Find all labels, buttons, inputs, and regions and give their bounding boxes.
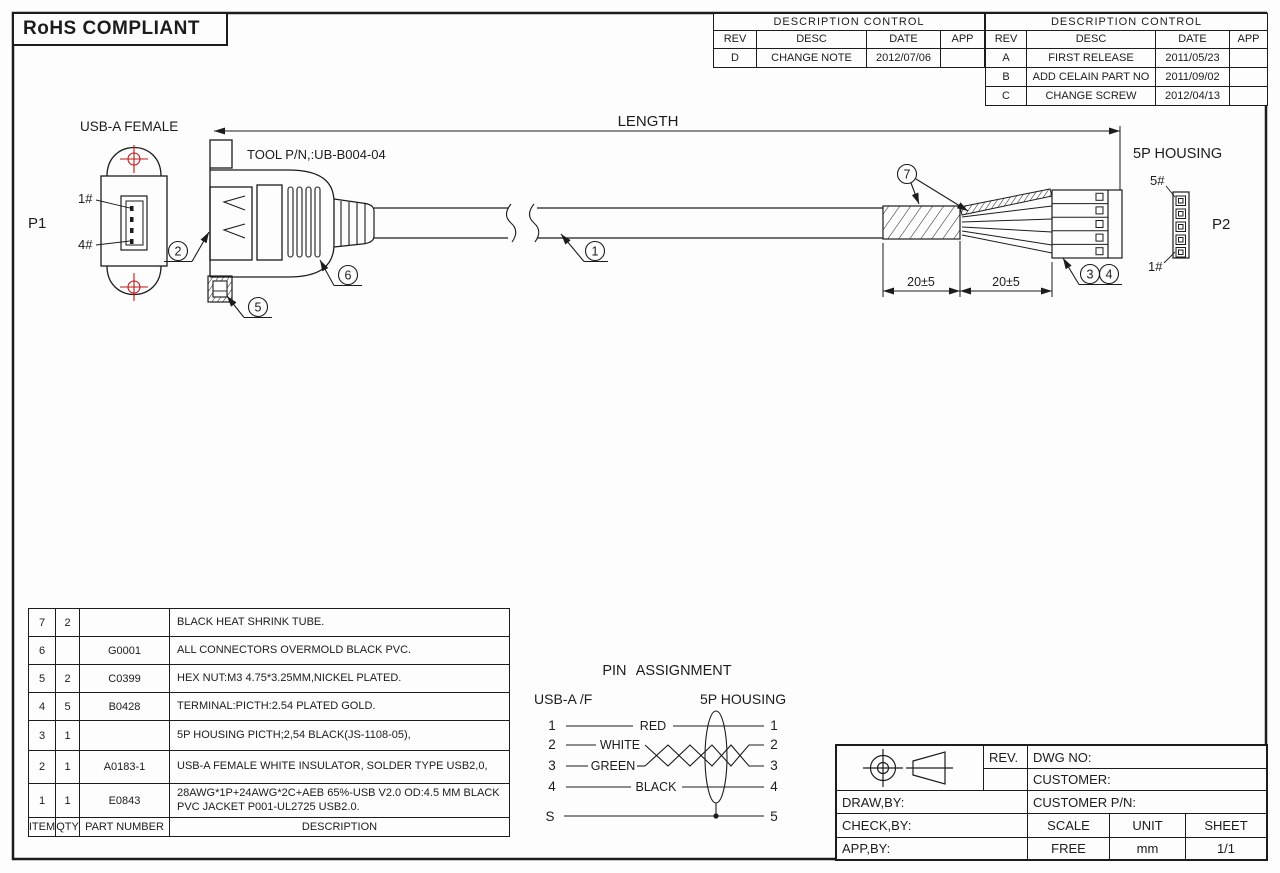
rev-table-right-header [986, 30, 1267, 48]
svg-text:1: 1 [548, 718, 556, 733]
title-block-rev-label: REV. [983, 746, 1027, 768]
rev-row-c: C CHANGE SCREW 2012/04/13 [986, 86, 1267, 105]
housing-front-view [1133, 146, 1230, 274]
cable [374, 204, 883, 242]
title-block-scale-value: FREE [1027, 837, 1109, 859]
bom-row-1: 1 1 E0843 28AWG*1P+24AWG*2C+AEB 65%-USB V2.0 OD:4.5 MM BLACK PVC JACKET P001-UL2725 USB2.0. [29, 783, 509, 817]
shrink-dimensions [883, 241, 1052, 297]
svg-text:S: S [545, 809, 555, 824]
svg-text:5: 5 [770, 809, 778, 824]
svg-text:1: 1 [770, 718, 778, 733]
callout-5 [227, 296, 272, 318]
dim-20-5-right: 20±5 [992, 275, 1020, 289]
svg-text:3: 3 [1086, 267, 1094, 282]
title-block-scale-label: SCALE [1027, 813, 1109, 837]
col-desc: DESC [756, 31, 866, 48]
callout-2 [164, 232, 209, 262]
pin-left-header: USB-A /F [534, 691, 593, 707]
length-label: LENGTH [617, 113, 679, 130]
housing-label: 5P HOUSING [1133, 146, 1223, 162]
mount-hole-crosshair-bottom [120, 273, 148, 301]
svg-text:BLACK: BLACK [635, 780, 677, 794]
housing-pin1-label: 1# [1148, 259, 1163, 274]
pin-left-numbers [545, 718, 556, 824]
bom-row-4: 4 5 B0428 TERMINAL:PICTH:2.54 PLATED GOLD. [29, 692, 509, 720]
bom-col-item: ITEM [29, 821, 55, 833]
third-angle-projection-icon [845, 746, 975, 790]
pin-right-numbers [770, 718, 778, 824]
rev-table-left-title: DESCRIPTION CONTROL [773, 16, 925, 28]
callout-6 [320, 260, 362, 286]
usba-side-view [208, 140, 386, 302]
bom-col-description: DESCRIPTION [169, 818, 509, 836]
svg-text:RED: RED [639, 719, 667, 733]
title-block-customer: CUSTOMER: [1027, 768, 1266, 790]
usba-front-label: USB-A FEMALE [80, 119, 179, 134]
revision-table-right [985, 13, 1268, 106]
dim-20-5-left: 20±5 [907, 275, 935, 289]
p2-label: P2 [1212, 216, 1231, 233]
svg-text:2: 2 [174, 244, 182, 259]
revision-table-left [713, 13, 985, 68]
svg-text:4: 4 [1105, 267, 1113, 282]
svg-text:3: 3 [770, 758, 778, 773]
p1-label: P1 [28, 215, 47, 232]
bom-row-7: 7 2 BLACK HEAT SHRINK TUBE. [29, 609, 509, 636]
title-block-unit-value: mm [1109, 837, 1185, 859]
callout-3-4 [1063, 258, 1122, 285]
title-block-unit-label: UNIT [1109, 813, 1185, 837]
title-block [835, 744, 1268, 861]
rev-table-left-header [714, 30, 984, 48]
pin-assignment-title: PIN ASSIGNMENT [602, 663, 732, 679]
housing-pin5-label: 5# [1150, 173, 1165, 188]
col-app: APP [940, 31, 984, 48]
bom-row-3: 3 1 5P HOUSING PICTH;2,54 BLACK(JS-1108-05), [29, 720, 509, 750]
rohs-compliant-banner [12, 12, 228, 46]
title-block-draw-by: DRAW,BY: [837, 790, 1027, 813]
rev-row-b: B ADD CELAIN PART NO 2011/09/02 [986, 67, 1267, 86]
title-block-sheet-label: SHEET [1185, 813, 1266, 837]
svg-text:3: 3 [548, 758, 556, 773]
col-desc: DESC [1026, 31, 1155, 48]
col-date: DATE [1155, 31, 1229, 48]
bom-header-row [29, 817, 509, 836]
pin4-label: 4# [78, 237, 93, 252]
svg-text:WHITE: WHITE [599, 738, 641, 752]
bom-col-part-number: PART NUMBER [79, 818, 169, 836]
title-block-dwg-no: DWG NO: [1027, 746, 1266, 768]
rohs-label: RoHS COMPLIANT [23, 18, 200, 39]
pin-assignment [534, 663, 786, 824]
svg-text:2: 2 [548, 737, 556, 752]
projection-symbol-cell [837, 746, 983, 790]
tool-pn-label: TOOL P/N,:UB-B004-04 [247, 147, 386, 162]
svg-text:6: 6 [344, 268, 352, 283]
svg-text:GREEN: GREEN [590, 759, 636, 773]
col-app: APP [1229, 31, 1267, 48]
rev-row-d: D CHANGE NOTE 2012/07/06 [714, 48, 984, 67]
bom-col-qty: QTY [55, 818, 79, 836]
usba-front-view [28, 119, 178, 301]
bom-row-5: 5 2 C0399 HEX NUT:M3 4.75*3.25MM,NICKEL PLATED. [29, 664, 509, 692]
col-rev: REV [994, 33, 1018, 45]
pin-right-header: 5P HOUSING [700, 691, 787, 707]
svg-text:2: 2 [770, 737, 778, 752]
svg-text:4: 4 [770, 779, 778, 794]
svg-text:4: 4 [548, 779, 556, 794]
svg-text:7: 7 [903, 167, 911, 182]
usb-pins [130, 206, 134, 244]
rev-row-a: A FIRST RELEASE 2011/05/23 [986, 48, 1267, 67]
termination-end [883, 189, 1122, 258]
svg-text:1: 1 [591, 244, 599, 259]
title-block-rev-value [983, 768, 1027, 790]
pin1-label: 1# [78, 191, 93, 206]
col-date: DATE [866, 31, 940, 48]
bom-row-6: 6 G0001 ALL CONNECTORS OVERMOLD BLACK PVC. [29, 636, 509, 664]
title-block-check-by: CHECK,BY: [837, 813, 1027, 837]
svg-text:5: 5 [254, 300, 262, 315]
col-rev: REV [723, 33, 747, 45]
bom-row-2: 2 1 A0183-1 USB-A FEMALE WHITE INSULATOR, SOLDER TYPE USB2,0, [29, 750, 509, 783]
title-block-sheet-value: 1/1 [1185, 837, 1266, 859]
rev-table-right-title: DESCRIPTION CONTROL [1050, 16, 1202, 28]
callout-7 [898, 165, 969, 212]
bom-table [28, 608, 510, 837]
title-block-customer-pn: CUSTOMER P/N: [1027, 790, 1266, 813]
title-block-app-by: APP,BY: [837, 837, 1027, 859]
wire-labels [591, 719, 677, 794]
